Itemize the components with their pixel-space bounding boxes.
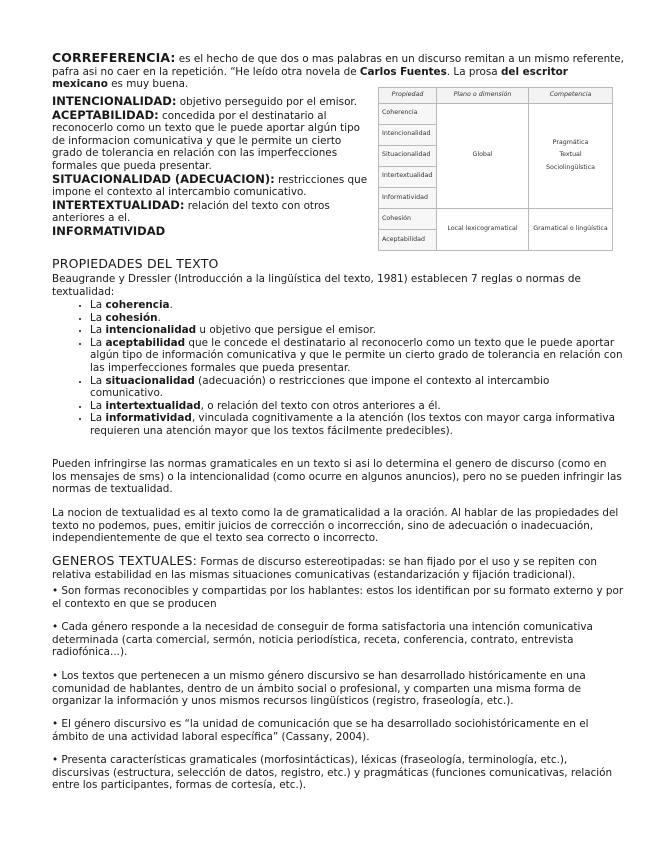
generos-intro: GENEROS TEXTUALES: Formas de discurso estereotipadas: se han fijado por el uso y se repiten con relativa estabilidad en las mismas situaciones comunicativas (estandarización y fijación tradicional).	[52, 553, 597, 581]
paragraph-textualidad: La nocion de textualidad es al texto como la de gramaticalidad a la oración. Al hablar de las propiedades del texto no podemos, pues, emitir juicios de corrección o incorrección, sino de adecuación o inadecuación, independientemente de que el texto sea correcto o incorrecto.	[52, 507, 619, 545]
table-cell-competencias: Pragmática Textual Sociolingüística	[529, 103, 613, 208]
table-cell-plano-local: Local lexicogramatical	[437, 208, 529, 250]
generos-bullet: • Son formas reconocibles y compartidas por los hablantes: estos los identifican por su formato externo y por el contexto en que se producen	[52, 585, 624, 610]
properties-table	[378, 87, 613, 251]
list-item: • La intertextualidad, o relación del texto con otros anteriores a él.	[90, 400, 624, 413]
table-cell: Cohesión	[379, 208, 437, 229]
table-header-row	[379, 88, 613, 104]
table-header: Propiedad	[379, 88, 437, 104]
propiedades-intro: Beaugrande y Dressler (Introducción a la lingüística del texto, 1981) establecen 7 reglas o normas de textualidad:	[52, 273, 581, 298]
list-item: • La situacionalidad (adecuación) o restricciones que impone el contexto al intercambio comunicativo.	[90, 375, 624, 400]
list-item: • La cohesión.	[90, 312, 624, 325]
def-aceptabilidad: ACEPTABILIDAD: concedida por el destinatario al reconocerlo como un texto que le puede aportar algún tipo de informacion comunicativa y que le permite un cierto grado de tolerancia en relación con las imperfecciones formales que pueda presentar.	[52, 107, 361, 172]
definitions-block	[52, 95, 374, 239]
table-row	[379, 103, 613, 124]
generos-bullet: • Los textos que pertenecen a un mismo género discursivo se han desarrollado históricamente en una comunidad de hablantes, dentro de un ámbito social o profesional, y comparten una misma forma de organizar la información y unos mismos recursos lingüísticos (registro, fraseología, etc.).	[52, 670, 586, 708]
def-informatividad: INFORMATIVIDAD	[52, 223, 166, 238]
table-cell: Intencionalidad	[379, 124, 437, 145]
paragraph-normas: Pueden infringirse las normas gramaticales en un texto si asi lo determina el genero de discurso (como en los mensajes de sms) o la intencionalidad (como ocurre en algunos anuncios), pero no se pueden infringir las normas de textualidad.	[52, 458, 622, 496]
list-item: • La intencionalidad u objetivo que persigue el emisor.	[90, 324, 624, 337]
table-cell: Informatividad	[379, 187, 437, 208]
table-cell-gramatical: Gramatical o lingüística	[529, 208, 613, 250]
table-cell: Coherencia	[379, 103, 437, 124]
term-correferencia: CORREFERENCIA:	[52, 50, 176, 65]
generos-bullet: • Presenta características gramaticales (morfosintácticas), léxicas (fraseología, terminología, etc.), discursivas (estructura, selección de datos, registro, etc.) y pragmáticas (funciones comunicativas, relación entre los participantes, formas de cortesía, etc.).	[52, 754, 613, 792]
table-cell: Situacionalidad	[379, 145, 437, 166]
list-item: • La informatividad, vinculada cognitivamente a la atención (los textos con mayor carga informativa requieren una atención mayor que los textos fácilmente predecibles).	[90, 412, 624, 437]
section-heading-generos: GENEROS TEXTUALES:	[52, 553, 198, 568]
def-intertextualidad: INTERTEXTUALIDAD: relación del texto con otros anteriores a el.	[52, 197, 330, 225]
section-heading-propiedades: PROPIEDADES DEL TEXTO	[52, 256, 219, 271]
table-row	[379, 208, 613, 229]
table-header: Competencia	[529, 88, 613, 104]
table-cell: Aceptabilidad	[379, 229, 437, 250]
def-situacionalidad: SITUACIONALIDAD (ADECUACION): restricciones que impone el contexto al intercambio comunicativo.	[52, 171, 368, 199]
table-cell-plano-global: Global	[437, 103, 529, 208]
def-intencionalidad: INTENCIONALIDAD: objetivo perseguido por el emisor.	[52, 94, 358, 108]
list-item: • La aceptabilidad que le concede el destinatario al reconocerlo como un texto que le puede aportar algún tipo de información comunicativa y que le permite un cierto grado de tolerancia en relación con las imperfecciones formales que pueda presentar.	[90, 337, 624, 375]
generos-bullet: • Cada género responde a la necesidad de conseguir de forma satisfactoria una intención comunicativa determinada (carta comercial, sermón, noticia periodística, receta, conferencia, contrato, entrevista radiofónica...).	[52, 621, 593, 659]
table-header: Plano o dimensión	[437, 88, 529, 104]
table-cell: Intertextualidad	[379, 166, 437, 187]
properties-list	[52, 299, 624, 438]
correferencia-paragraph: CORREFERENCIA: es el hecho de que dos o mas palabras en un discurso remitan a un mismo referente, pafra asi no caer en la repetición. “He leído otra novela de Carlos Fuentes. La prosa del escritor mexicano es muy buena.	[52, 50, 624, 91]
generos-bullet: • El género discursivo es “la unidad de comunicación que se ha desarrollado sociohistóricamente en el ámbito de una actividad laboral específica” (Cassany, 2004).	[52, 718, 589, 743]
list-item: • La coherencia.	[90, 299, 624, 312]
